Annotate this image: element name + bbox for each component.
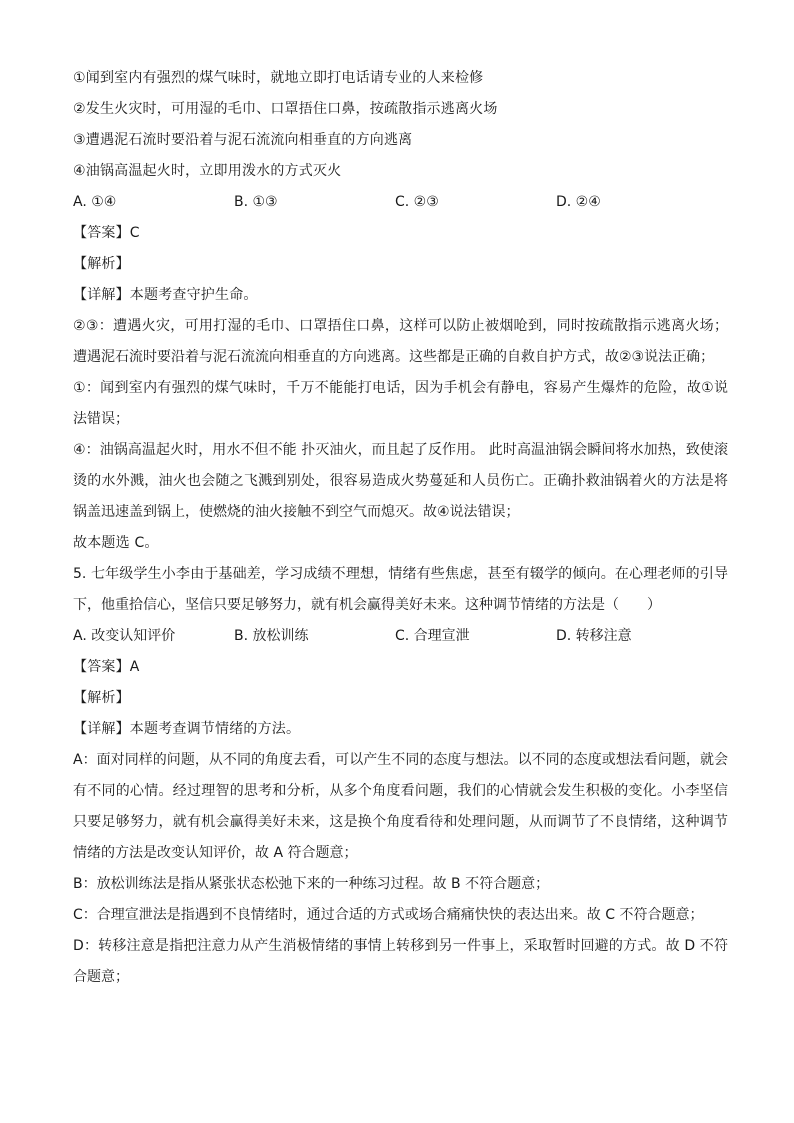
q5-stem: 5. 七年级学生小李由于基础差，学习成绩不理想，情绪有些焦虑，甚至有辍学的倾向。在心理老师的引导下，他重拾信心，坚信只要足够努力，就有机会赢得美好未来。这种调节情绪的方法是（ ） <box>73 566 728 613</box>
document-page <box>73 63 728 993</box>
q5-option-b: B. 放松训练 <box>234 628 309 644</box>
q4-statement-4: ④油锅高温起火时，立即用泼水的方式灭火 <box>73 163 342 179</box>
q4-detail: 【详解】本题考查守护生命。 <box>73 287 258 303</box>
q4-option-d: D. ②④ <box>556 194 601 210</box>
q5-answer: 【答案】A <box>73 659 140 675</box>
q4-explain-3: ④：油锅高温起火时，用水不但不能 扑灭油火，而且起了反作用。 此时高温油锅会瞬间将水加热，致使滚烫的水外溅，油火也会随之飞溅到别处，很容易造成火势蔓延和人员伤亡。正确扑救油锅着火的方法是将锅盖迅速盖到锅上，使燃烧的油火接触不到空气而熄灭。故④说法错误； <box>73 442 728 520</box>
q5-explain-c: C：合理宣泄法是指遇到不良情绪时，通过合适的方式或场合痛痛快快的表达出来。故 C 不符合题意； <box>73 907 704 923</box>
q4-answer: 【答案】C <box>73 225 140 241</box>
q4-statement-2: ②发生火灾时，可用湿的毛巾、口罩捂住口鼻，按疏散指示逃离火场 <box>73 101 498 117</box>
q4-option-b: B. ①③ <box>234 194 278 210</box>
q5-analysis-label: 【解析】 <box>73 690 130 706</box>
q4-options <box>73 187 728 218</box>
q4-analysis-label: 【解析】 <box>73 256 130 272</box>
q4-statement-1: ①闻到室内有强烈的煤气味时，就地立即打电话请专业的人来检修 <box>73 70 484 86</box>
q5-explain-d: D：转移注意是指把注意力从产生消极情绪的事情上转移到另一件事上，采取暂时回避的方式。故 D 不符合题意； <box>73 938 728 985</box>
q5-detail: 【详解】本题考查调节情绪的方法。 <box>73 721 301 737</box>
q5-options <box>73 621 728 652</box>
q4-statement-3: ③遭遇泥石流时要沿着与泥石流流向相垂直的方向逃离 <box>73 132 413 148</box>
q5-option-c: C. 合理宣泄 <box>395 628 470 644</box>
q5-option-d: D. 转移注意 <box>556 628 632 644</box>
q4-explain-1: ②③：遭遇火灾，可用打湿的毛巾、口罩捂住口鼻，这样可以防止被烟呛到，同时按疏散指示逃离火场；遭遇泥石流时要沿着与泥石流流向相垂直的方向逃离。这些都是正确的自救自护方式，故②③说法正确； <box>73 318 728 365</box>
q4-option-c: C. ②③ <box>395 194 439 210</box>
q4-conclusion: 故本题选 C。 <box>73 535 159 551</box>
q5-explain-a: A：面对同样的问题，从不同的角度去看，可以产生不同的态度与想法。以不同的态度或想法看问题，就会有不同的心情。经过理智的思考和分析，从多个角度看问题，我们的心情就会发生积极的变化。小李坚信只要足够努力，就有机会赢得美好未来，这是换个角度看待和处理问题，从而调节了不良情绪，这种调节情绪的方法是改变认知评价，故 A 符合题意； <box>73 752 728 861</box>
q5-explain-b: B：放松训练法是指从紧张状态松弛下来的一种练习过程。故 B 不符合题意； <box>73 876 550 892</box>
q5-option-a: A. 改变认知评价 <box>73 628 176 644</box>
q4-explain-2: ①：闻到室内有强烈的煤气味时，千万不能能打电话，因为手机会有静电，容易产生爆炸的危险，故①说法错误； <box>73 380 728 427</box>
q4-option-a: A. ①④ <box>73 194 117 210</box>
